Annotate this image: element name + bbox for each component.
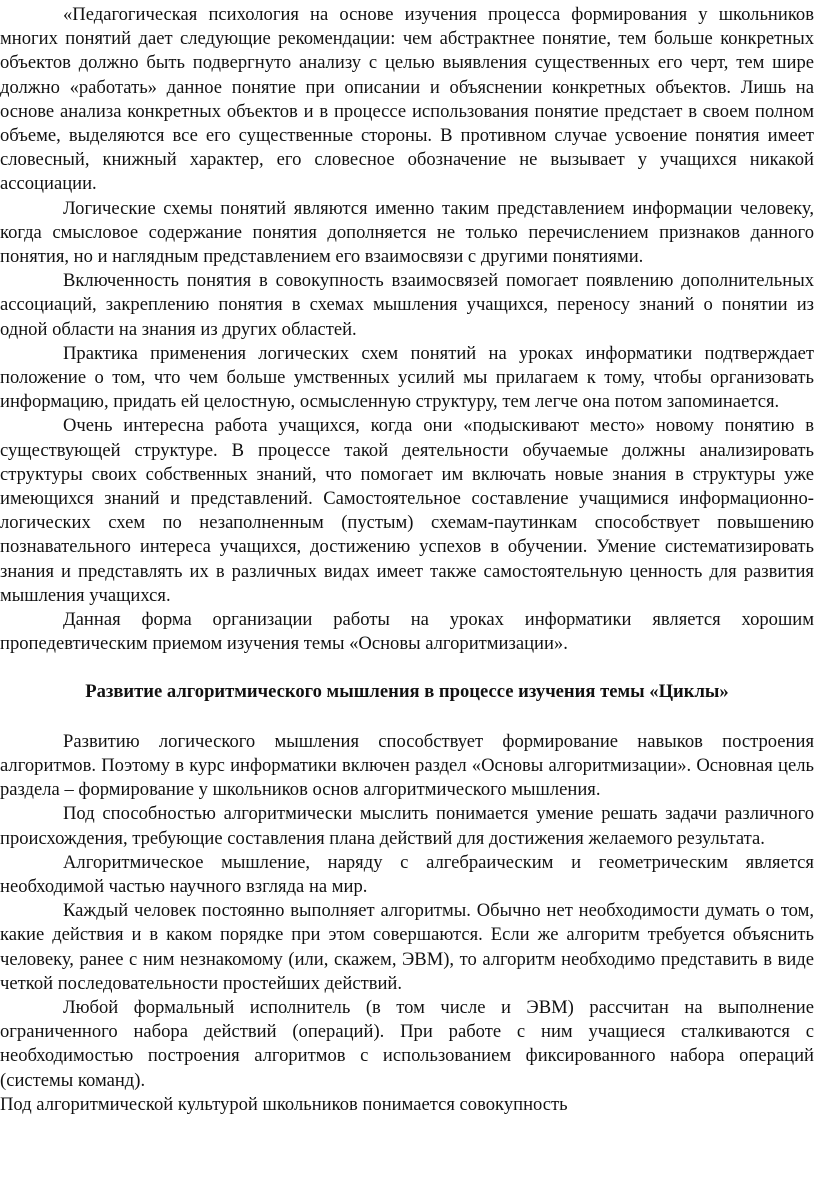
paragraph-algorithmic-culture: Под алгоритмической культурой школьников понимается совокупность <box>0 1093 568 1115</box>
paragraph-logical-schemes: Логические схемы понятий являются именно таким представлением информации человеку, когда смысловое содержание понятия дополняется не только перечислением признаков данного понятия, но и наглядным представлением его взаимосвязи с другими понятиями. <box>0 197 814 268</box>
paragraph-pedagogical-psychology: «Педагогическая психология на основе изучения процесса формирования у школьников многих понятий дает следующие рекомендации: чем абстрактнее понятие, тем больше конкретных объектов должно быть подвергнуто анализу с целью выявления существенных его черт, тем шире должно «работать» данное понятие при описании и объяснении конкретных объектов. Лишь на основе анализа конкретных объектов и в процессе использования понятие предстает в своем полном объеме, выделяются все его существенные стороны. В противном случае усвоение понятия имеет словесный, книжный характер, его словесное обозначение не вызывает у учащихся никакой ассоциации. <box>0 4 814 195</box>
section-heading: Развитие алгоритмического мышления в процессе изучения темы «Циклы» <box>85 681 729 703</box>
paragraph-algorithm-skills: Развитию логического мышления способствует формирование навыков построения алгоритмов. Поэтому в курс информатики включен раздел «Основы алгоритмизации». Основная цель раздела – формирование у школьников основ алгоритмического мышления. <box>0 730 814 801</box>
paragraph-propaedeutic: Данная форма организации работы на уроках информатики является хорошим пропедевтическим приемом изучения темы «Основы алгоритмизации». <box>0 609 814 655</box>
paragraph-concept-inclusion: Включенность понятия в совокупность взаимосвязей помогает появлению дополнительных ассоциаций, закреплению понятия в схемах мышления учащихся, переносу знаний о понятии из одной области на знания из других областей. <box>0 270 814 340</box>
paragraph-algorithmic-thinking: Алгоритмическое мышление, наряду с алгебраическим и геометрическим является необходимой частью научного взгляда на мир. <box>0 851 814 897</box>
paragraph-student-work: Очень интересна работа учащихся, когда они «подыскивают место» новому понятию в существующей структуре. В процессе такой деятельности обучаемые должны анализировать структуры своих собственных знаний, что помогает им включать новые знания в структуры уже имеющихся знаний и представлений. Самостоятельное составление учащимися информационно-логических схем по незаполненным (пустым) схемам-паутинкам способствует повышению познавательного интереса учащихся, достижению успехов в обучении. Умение систематизировать знания и представлять их в различных видах имеет также самостоятельную ценность для развития мышления учащихся. <box>0 415 814 606</box>
paragraph-formal-executor: Любой формальный исполнитель (в том числе и ЭВМ) рассчитан на выполнение ограниченного набора действий (операций). При работе с ним учащиеся сталкиваются с необходимостью построения алгоритмов с использованием фиксированного набора операций (системы команд). <box>0 996 814 1091</box>
paragraph-everyone-executes: Каждый человек постоянно выполняет алгоритмы. Обычно нет необходимости думать о том, какие действия и в каком порядке при этом совершаются. Если же алгоритм требуется объяснить человеку, ранее с ним незнакомому (или, скажем, ЭВМ), то алгоритм необходимо представить в виде четкой последовательности простейших действий. <box>0 900 814 994</box>
paragraph-algorithmic-ability: Под способностью алгоритмически мыслить понимается умение решать задачи различного происхождения, требующие составления плана действий для достижения желаемого результата. <box>0 803 814 849</box>
paragraph-practice: Практика применения логических схем понятий на уроках информатики подтверждает положение о том, что чем больше умственных усилий мы прилагаем к тому, чтобы организовать информацию, придать ей целостную, осмысленную структуру, тем легче она потом запоминается. <box>0 342 814 413</box>
